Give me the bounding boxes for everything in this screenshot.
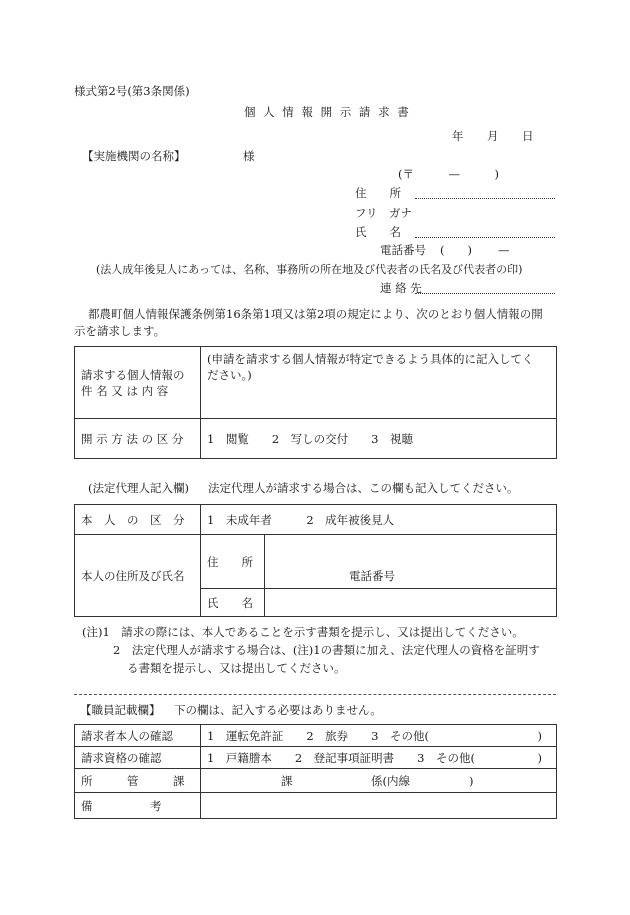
form-number: 様式第2号(第3条関係) (74, 84, 190, 98)
cut-line (74, 694, 556, 695)
address-label: 住 所 (355, 186, 401, 200)
date-year: 年 (452, 129, 464, 143)
furigana-label: フリ ガナ (355, 206, 413, 220)
principal-address-input[interactable] (265, 535, 557, 589)
department-input[interactable] (201, 769, 557, 793)
phone-paren[interactable]: ( ) (440, 243, 472, 257)
intro-line-1: 都農町個人情報保護条例第16条第1項又は第2項の規定により、次のとおり個人情報の開 (88, 307, 543, 321)
eligibility-check-label: 請求資格の確認 (75, 747, 201, 769)
address-input-line[interactable] (415, 198, 555, 199)
eligibility-check-options[interactable] (201, 747, 557, 769)
principal-address-label: 住 所 (201, 535, 265, 589)
department-contact: 係(内線 (371, 774, 410, 788)
request-content-input[interactable] (201, 347, 557, 419)
staff-note: 下の欄は、記入する必要はありません。 (174, 703, 382, 717)
page-title: 個 人 情 報 開 示 請 求 書 (244, 105, 411, 119)
agency-suffix: 様 (243, 149, 255, 163)
department-contact-close: ) (469, 774, 474, 788)
department-label: 所 管 課 (75, 769, 201, 793)
request-content-label-line1: 請求する個人情報の (81, 367, 185, 382)
contact-input-line[interactable] (415, 293, 555, 294)
request-table (74, 346, 557, 459)
name-input-line[interactable] (415, 237, 555, 238)
principal-category-label: 本 人 の 区 分 (75, 505, 201, 535)
agent-heading: (法定代理人記入欄) (88, 481, 189, 495)
principal-name-label: 氏 名 (201, 589, 265, 617)
phone-dash: — (498, 243, 510, 257)
request-content-label (75, 347, 201, 419)
principal-phone-label: 電話番号 (349, 569, 395, 583)
identity-check-label: 請求者本人の確認 (75, 725, 201, 747)
intro-line-2: 示を請求します。 (74, 324, 166, 338)
contact-label: 連 絡 先 (380, 281, 422, 295)
department-section: 課 (281, 774, 293, 788)
disclosure-method-label: 開 示 方 法 の 区 分 (75, 419, 201, 459)
request-content-hint-line1: (申請を請求する個人情報が特定できるよう具体的に記入してく (207, 352, 534, 366)
remarks-input[interactable] (201, 793, 557, 819)
identity-check-close: ) (537, 728, 542, 743)
agency-label: 【実施機関の名称】 (82, 149, 186, 163)
identity-check-options[interactable] (201, 725, 557, 747)
note-1: (注)1 請求の際には、本人であることを示す書類を提示し、又は提出してください。 (82, 625, 524, 639)
eligibility-check-options-text: 1 戸籍謄本 2 登記事項証明書 3 その他( (207, 750, 475, 765)
date-month: 月 (487, 129, 499, 143)
phone-label: 電話番号 (380, 243, 426, 257)
request-content-hint-line2: ださい。) (207, 368, 252, 382)
identity-check-options-text: 1 運転免許証 2 旅券 3 その他( (207, 728, 429, 743)
postal-code-field[interactable]: (〒 — ) (398, 167, 499, 181)
request-content-label-line2: 件 名 又 は 内 容 (81, 383, 169, 398)
eligibility-check-close: ) (537, 750, 542, 765)
staff-table (74, 724, 557, 819)
remarks-label: 備 考 (75, 793, 201, 819)
agent-table (74, 504, 557, 617)
principal-address-name-label: 本人の住所及び氏名 (75, 535, 201, 617)
date-day: 日 (522, 129, 534, 143)
corporate-note: (法人成年後見人にあっては、名称、事務所の所在地及び代表者の氏名及び代表者の印) (96, 263, 523, 276)
note-2-line1: 2 法定代理人が請求する場合は、(注)1の書類に加え、法定代理人の資格を証明す (113, 643, 540, 657)
staff-heading: 【職員記載欄】 (80, 703, 161, 717)
note-2-line2: る書類を提示し、又は提出してください。 (127, 661, 346, 675)
agent-note: 法定代理人が請求する場合は、この欄も記入してください。 (208, 481, 519, 495)
principal-category-options[interactable]: 1 未成年者 2 成年被後見人 (201, 505, 557, 535)
disclosure-method-options[interactable]: 1 閲覧 2 写しの交付 3 視聴 (201, 419, 557, 459)
principal-name-input[interactable] (265, 589, 557, 617)
name-label: 氏 名 (355, 225, 401, 239)
